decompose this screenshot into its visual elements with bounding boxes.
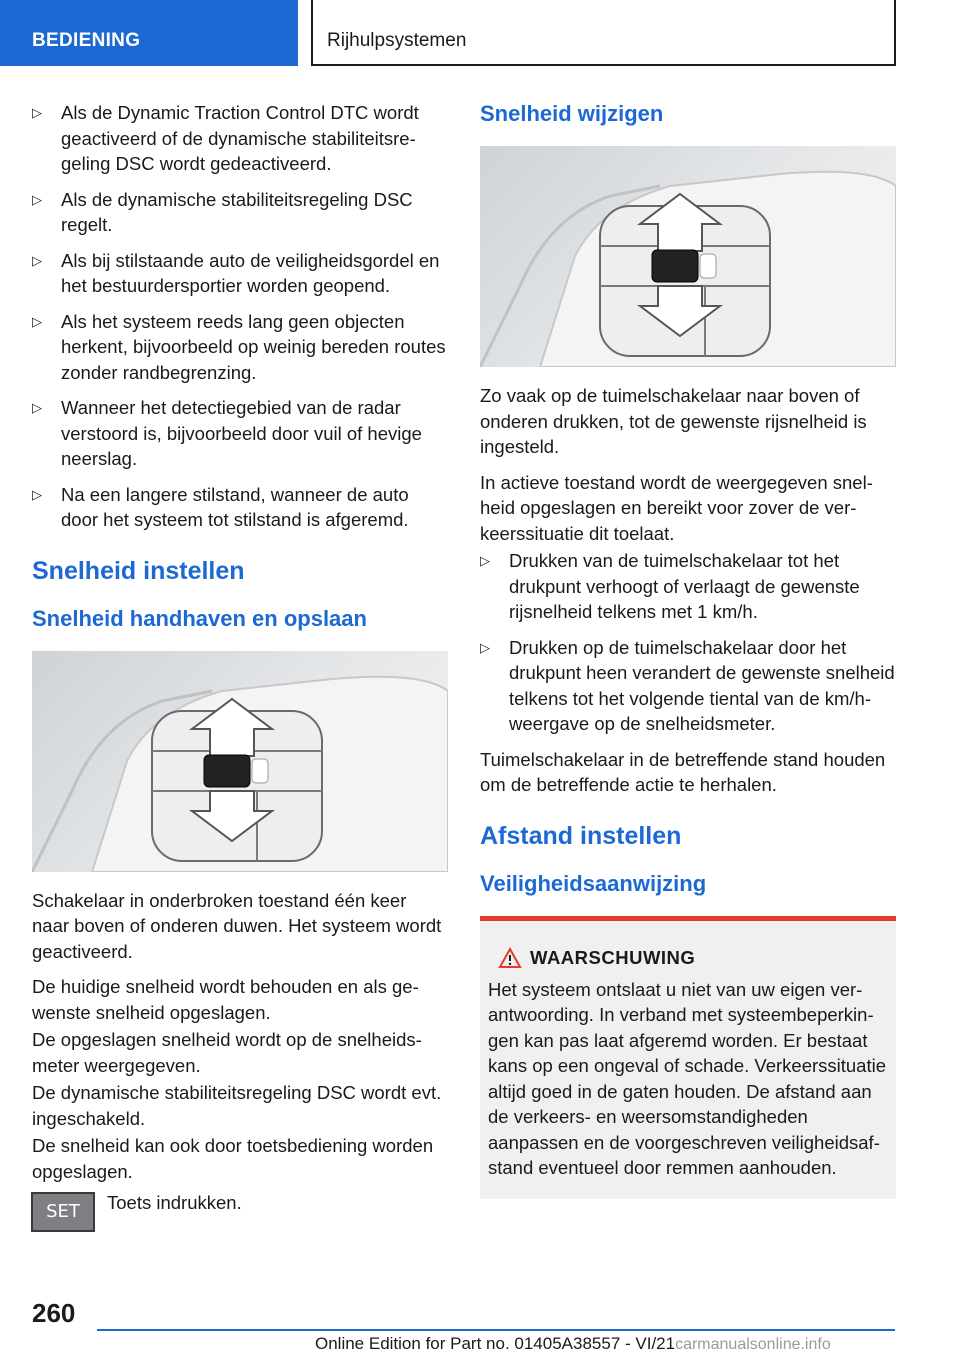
paragraph: De opgeslagen snelheid wordt op de snelheidsmeter weergegeven. [32,1029,422,1076]
bullet-triangle-icon: ▷ [32,400,42,415]
heading-safety-note: Veiligheidsaanwijzing [480,870,707,896]
list-item: ▷ Als de dynamische stabiliteitsregeling DSC regelt. [32,188,413,235]
heading-speed-hold: Snelheid handhaven en opslaan [32,605,367,631]
list-item: ▷ Als bij stilstaande auto de veiligheidsgordel en het bestuurdersportier worden geopend. [32,249,440,296]
paragraph: De snelheid kan ook door toetsbediening worden opgeslagen. [32,1135,434,1182]
list-item: ▷ Als het systeem reeds lang geen objecten herkent, bijvoorbeeld op weinig bereden routes zonder randbegrenzing. [32,310,446,383]
set-key-text: Toets indrukken. [107,1192,242,1213]
paragraph: In actieve toestand wordt de weergegeven snelheid opgeslagen en bereikt voor zover de verkeerssituatie dit toelaat. [480,471,873,544]
list-item: ▷ Na een langere stilstand, wanneer de auto door het systeem tot stilstand is afgeremd. [32,483,409,530]
steering-switch-illustration [32,651,448,872]
footer-divider [97,1329,895,1331]
heading-distance-set: Afstand instellen [480,821,682,850]
list-item: ▷ Drukken van de tuimelschakelaar tot het drukpunt verhoogt of verlaagt de gewenste rijsnelheid telkens met 1 km/h. [480,550,860,622]
bullet-triangle-icon: ▷ [480,553,490,568]
heading-speed-set: Snelheid instellen [32,556,245,585]
paragraph: Zo vaak op de tuimelschakelaar naar boven of onderen drukken, tot de gewenste rijsnelheid is ingesteld. [480,385,867,457]
warning-title: WAARSCHUWING [488,945,886,971]
section-tab [0,0,298,66]
list-item: ▷ Wanneer het detectiegebied van de radar verstoord is, bijvoorbeeld door vuil of hevige neerslag. [32,397,422,469]
page-header [0,0,960,66]
paragraph: De dynamische stabiliteitsregeling DSC wordt evt. ingeschakeld. [32,1082,442,1129]
set-key-icon: SET [31,1192,95,1232]
steering-switch-photo [32,651,448,872]
warning-box [480,916,896,1199]
chapter-title: Rijhulpsystemen [327,30,467,51]
list-item: ▷ Als de Dynamic Traction Control DTC wordt geactiveerd of de dynamische stabiliteitsregeling DSC wordt gedeactiveerd. [32,102,419,174]
bullet-triangle-icon: ▷ [32,486,42,502]
paragraph: De huidige snelheid wordt behouden en als gewenste snelheid opgeslagen. [32,976,419,1023]
bullet-triangle-icon: ▷ [32,191,42,207]
left-column [32,100,448,1238]
bullet-triangle-icon: ▷ [480,639,490,655]
right-column [480,100,896,1199]
paragraph: Tuimelschakelaar in de betreffende stand houden om de betreffende actie te herhalen. [480,748,886,795]
watermark-text: carmanualsonline.info [675,1336,831,1353]
warning-text: Het systeem ontslaat u niet van uw eigen verantwoording. In verband met systeembeperkingen kan pas laat afgeremd worden. Er bestaat kans op een ongeval of schade. Verkeerssituatie altijd goed in de gaten houden. De afstand aan de verkeers- en weersomstandigheden aanpassen en de voorgeschreven veiligheidsafstand eventueel door remmen aanhouden. [488,978,887,1178]
chapter-tab [311,0,896,66]
heading-speed-change: Snelheid wijzigen [480,101,664,126]
paragraph: Schakelaar in onderbroken toestand één keer naar boven of onderen duwen. Het systeem wordt geactiveerd. [32,889,442,962]
steering-switch-illustration [480,146,896,367]
set-key-row [32,1190,448,1238]
bullet-triangle-icon: ▷ [32,313,42,329]
bullet-triangle-icon: ▷ [32,252,42,268]
steering-switch-photo [480,146,896,367]
bullet-triangle-icon: ▷ [32,105,42,120]
list-item: ▷ Drukken op de tuimelschakelaar door het drukpunt heen verandert de gewenste snelheid telkens tot het volgende tiental van de km/h-weergave op de snelheidsmeter. [480,636,895,734]
footer-edition: Online Edition for Part no. 01405A38557 - VI/21carmanualsonline.info [315,1334,831,1353]
warning-triangle-icon [498,947,522,969]
page-number: 260 [32,1298,76,1328]
section-title: BEDIENING [32,30,141,51]
